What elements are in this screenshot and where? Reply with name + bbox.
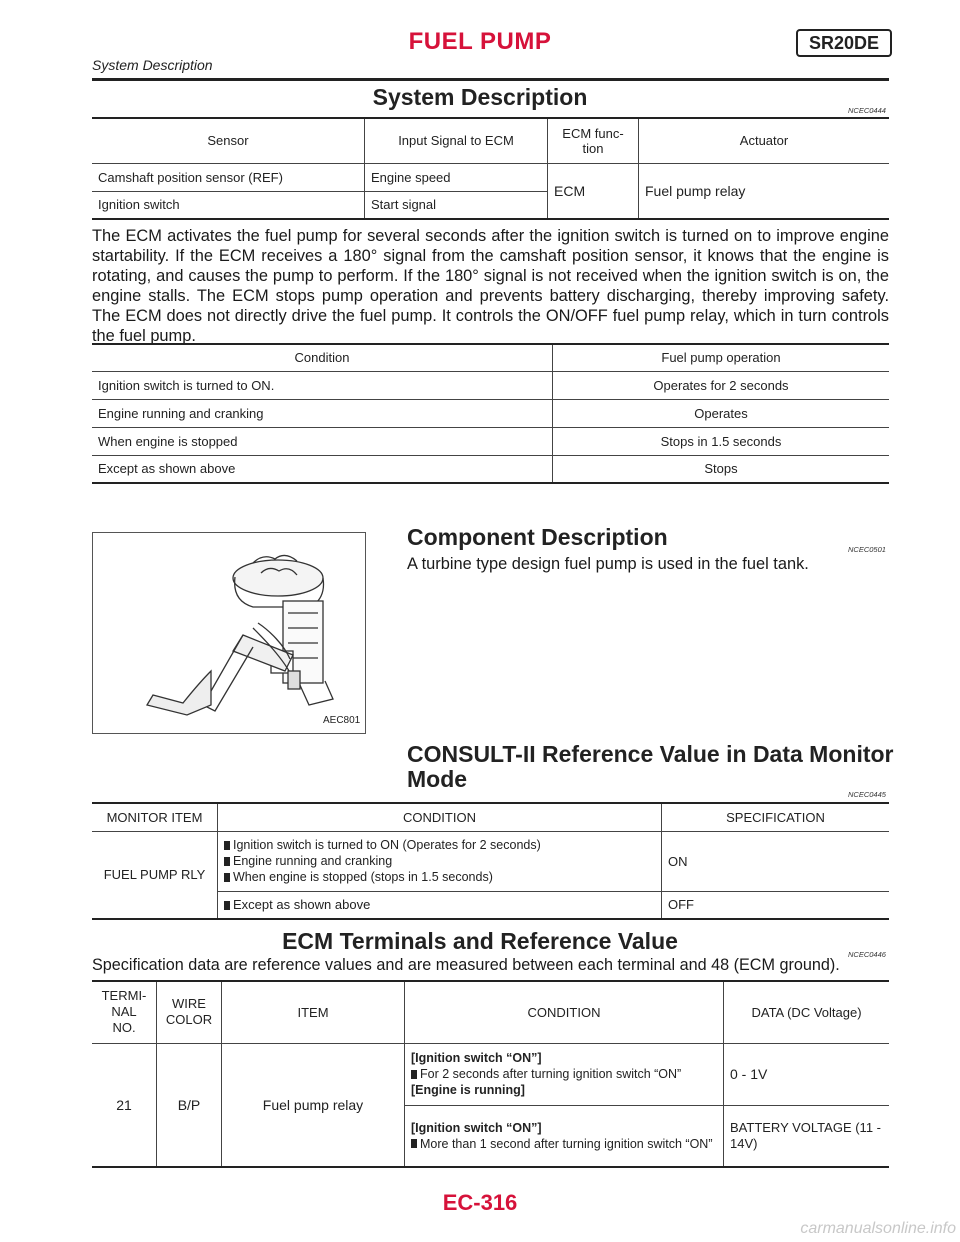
table-cell: Camshaft position sensor (REF) (92, 163, 365, 191)
figure-label: AEC801 (323, 715, 361, 726)
bullet-icon (224, 901, 230, 910)
system-paragraph: The ECM activates the fuel pump for several seconds after the ignition switch is turned on to improve engine startability. If the ECM receives a 180° signal from the camshaft position sensor, it knows that the engine is rotating, and causes the pump to perform. If the 180° signal is not received when the ignition switch is on, the engine stalls. The ECM stops pump operation and prevents battery discharging, thereby improving safety. The ECM does not directly drive the fuel pump. It controls the ON/OFF fuel pump relay, which in turn controls the fuel pump. (92, 227, 889, 345)
table-cell: Stops (704, 461, 738, 477)
bullet-icon (224, 873, 230, 882)
table-cell: Fuel pump relay (645, 182, 746, 199)
table-cell: Fuel pump relay (222, 1043, 405, 1167)
table-header: DATA (DC Voltage) (751, 1004, 862, 1020)
table-cell: Engine running and cranking (92, 399, 553, 427)
component-description-title: Component Description (407, 524, 668, 550)
table-header: MONITOR ITEM (92, 803, 218, 831)
table-row (92, 831, 889, 891)
table-header: Condition (92, 344, 553, 371)
page-header-title: FUEL PUMP (408, 28, 552, 55)
list-item (224, 837, 655, 853)
fuel-pump-figure (92, 532, 366, 734)
table-row (92, 1043, 889, 1105)
list-item-text: Engine running and cranking (233, 854, 393, 868)
table-header: SPECIFICATION (726, 809, 825, 825)
list-item (411, 1066, 717, 1082)
list-item-text: Except as shown above (233, 897, 371, 913)
table-cell: Start signal (365, 191, 548, 219)
table-row (92, 163, 889, 191)
table-row (92, 455, 889, 483)
condition-heading: [Ignition switch “ON”] (411, 1051, 542, 1065)
table-cell (405, 1105, 724, 1167)
table-cell: Stops in 1.5 seconds (660, 433, 782, 449)
list-item (411, 1136, 717, 1152)
section-code: NCEC0446 (848, 950, 886, 959)
ecm-terminals-title: ECM Terminals and Reference Value (282, 928, 678, 954)
table-header: Actuator (739, 133, 789, 149)
fuel-pump-illustration (93, 533, 365, 733)
table-header: Fuel pump operation (661, 350, 781, 366)
ecm-table (92, 980, 889, 1168)
section-code: NCEC0445 (848, 790, 886, 799)
component-text: A turbine type design fuel pump is used in the fuel tank. (407, 555, 809, 573)
system-table (92, 117, 889, 220)
table-header: ECM func- tion (548, 118, 639, 163)
table-cell: Except as shown above (92, 455, 553, 483)
table-cell (218, 831, 662, 891)
table-cell: Ignition switch (92, 191, 365, 219)
header-rule (92, 78, 889, 81)
page-subtitle: System Description (92, 57, 213, 73)
table-cell: Operates for 2 seconds (653, 377, 789, 393)
table-cell (218, 891, 662, 919)
list-item (224, 853, 655, 869)
system-description-title: System Description (372, 84, 588, 110)
engine-badge: SR20DE (796, 29, 892, 57)
consult-title-line: Mode (407, 766, 468, 792)
section-code: NCEC0501 (848, 545, 886, 554)
table-cell: FUEL PUMP RLY (92, 831, 218, 919)
bullet-icon (224, 857, 230, 866)
table-cell (405, 1043, 724, 1105)
condition-heading: [Ignition switch “ON”] (411, 1120, 542, 1135)
table-cell: OFF (668, 897, 694, 913)
consult-title-line: CONSULT-II Reference Value in Data Monitor (407, 741, 894, 767)
table-cell: 0 - 1V (730, 1066, 768, 1082)
table-cell: 21 (92, 1043, 157, 1167)
table-header: TERMI- NAL NO. (92, 981, 157, 1043)
table-cell: Operates (694, 405, 748, 421)
list-item-text: For 2 seconds after turning ignition switch “ON” (420, 1067, 682, 1081)
table-header: Sensor (92, 118, 365, 163)
table-row (92, 371, 889, 399)
section-code: NCEC0444 (848, 106, 886, 115)
table-row (92, 427, 889, 455)
table-cell: When engine is stopped (92, 427, 553, 455)
ecm-intro: Specification data are reference values and are measured between each terminal and 48 (ECM ground). (92, 956, 840, 974)
list-item-text: More than 1 second after turning ignition switch “ON” (420, 1136, 713, 1151)
bullet-icon (411, 1070, 417, 1079)
consult-title (407, 742, 894, 792)
table-cell: BATTERY VOLTAGE (11 - 14V) (730, 1119, 881, 1151)
table-cell: Engine speed (365, 163, 548, 191)
table-header: Input Signal to ECM (365, 118, 548, 163)
condition-table (92, 343, 889, 484)
bullet-icon (411, 1139, 417, 1148)
page-number: EC-316 (442, 1190, 518, 1215)
list-item-text: When engine is stopped (stops in 1.5 seconds) (233, 870, 493, 884)
table-cell: ON (668, 853, 688, 869)
table-header: CONDITION (218, 803, 662, 831)
table-header: CONDITION (405, 981, 724, 1043)
table-cell: ECM (548, 163, 639, 219)
bullet-icon (224, 841, 230, 850)
table-header: WIRE COLOR (157, 981, 222, 1043)
list-item (224, 869, 655, 885)
watermark: carmanualsonline.info (800, 1220, 956, 1237)
condition-heading: [Engine is running] (411, 1083, 525, 1097)
table-cell: B/P (157, 1043, 222, 1167)
consult-table (92, 802, 889, 920)
table-header: ITEM (222, 981, 405, 1043)
list-item-text: Ignition switch is turned to ON (Operates for 2 seconds) (233, 838, 541, 852)
table-row (92, 399, 889, 427)
table-cell: Ignition switch is turned to ON. (92, 371, 553, 399)
